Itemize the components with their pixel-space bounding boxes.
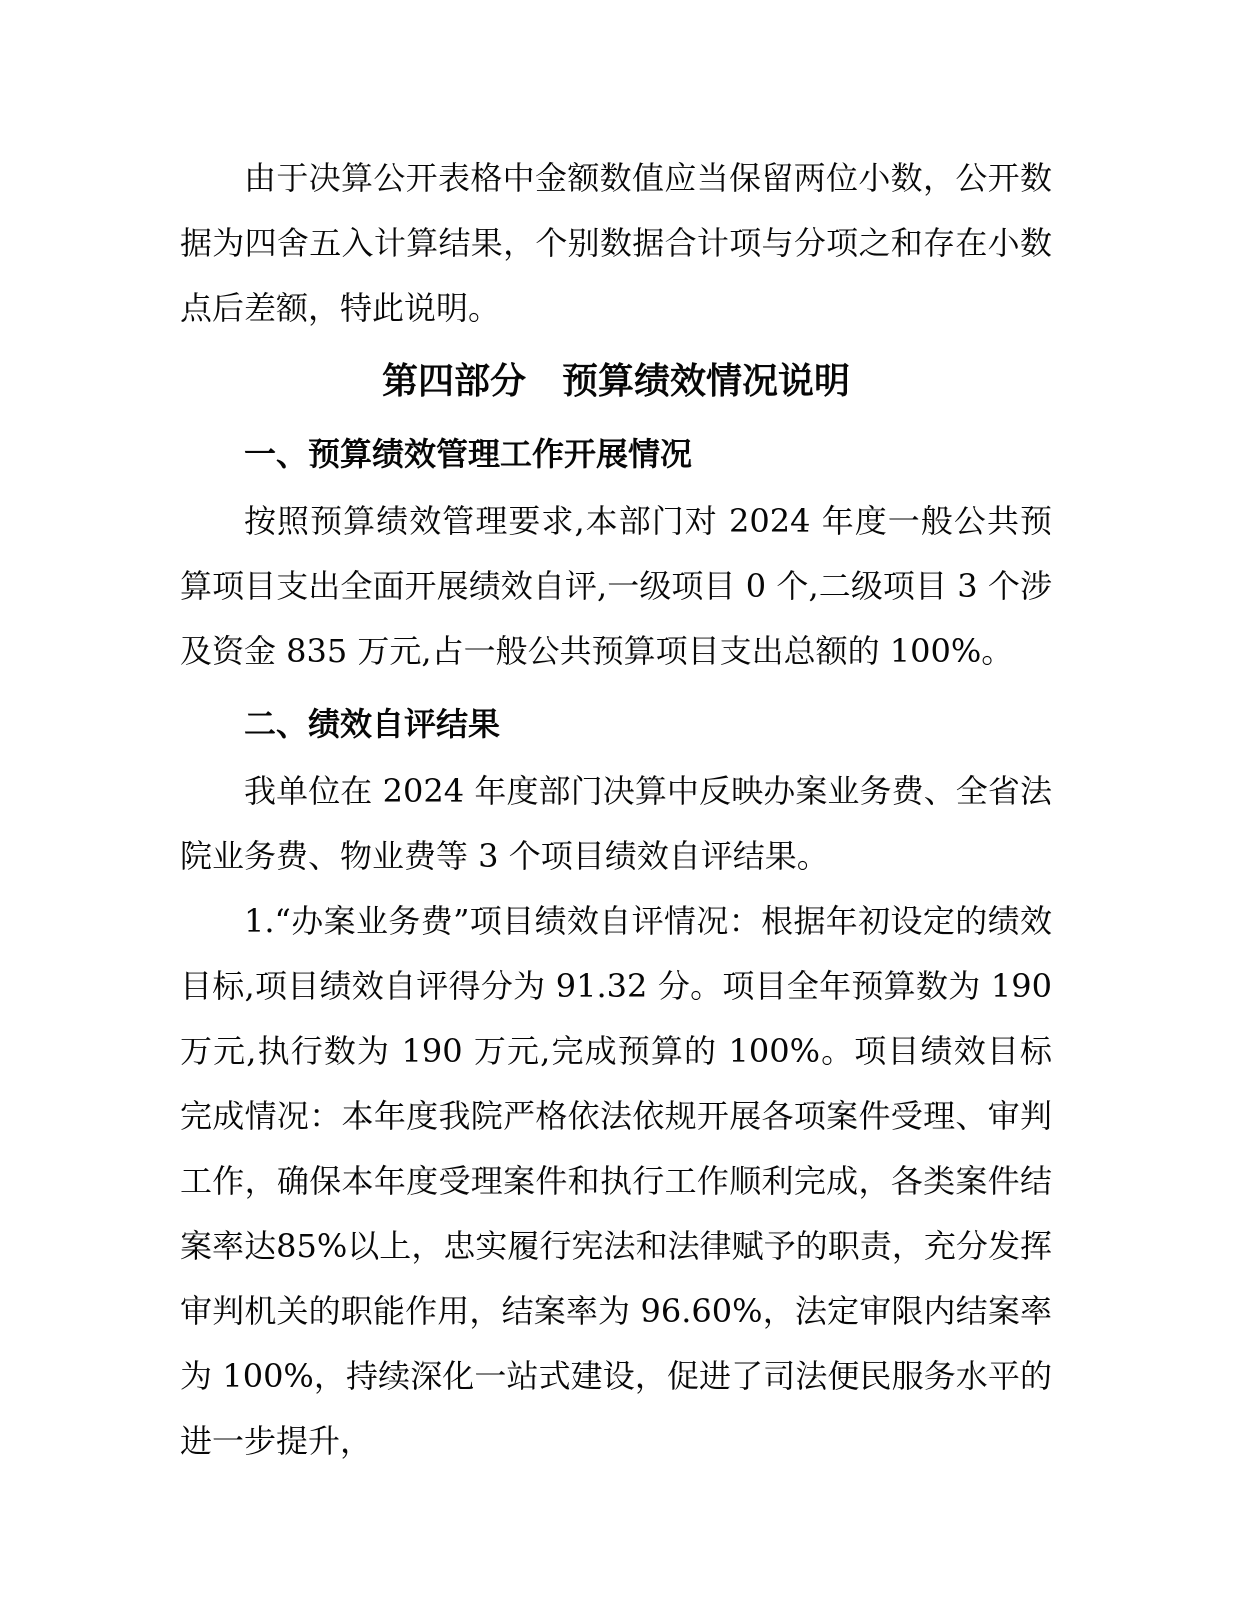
section1-paragraph: 按照预算绩效管理要求,本部门对 2024 年度一般公共预算项目支出全面开展绩效自评,一级项目 0 个,二级项目 3 个涉及资金 835 万元,占一般公共预算项目支出总额的 100%。 <box>180 502 1052 670</box>
section2-paragraph-1: 我单位在 2024 年度部门决算中反映办案业务费、全省法院业务费、物业费等 3 个项目绩效自评结果。 <box>180 772 1052 875</box>
part-title: 第四部分 预算绩效情况说明 <box>381 360 850 402</box>
section2-paragraph-2: 1.“办案业务费”项目绩效自评情况：根据年初设定的绩效目标,项目绩效自评得分为 91.32 分。项目全年预算数为 190 万元,执行数为 190 万元,完成预算的 100%。项目绩效目标完成情况：本年度我院严格依法依规开展各项案件受理、审判工作，确保本年度受理案件和执行工作顺利完成，各类案件结案率达85%以上，忠实履行宪法和法律赋予的职责，充分发挥审判机关的职能作用，结案率为 96.60%，法定审限内结案率为 100%，持续深化一站式建设，促进了司法便民服务水平的进一步提升， <box>180 902 1052 1460</box>
rounding-note-paragraph: 由于决算公开表格中金额数值应当保留两位小数，公开数据为四舍五入计算结果，个别数据合计项与分项之和存在小数点后差额，特此说明。 <box>180 159 1052 327</box>
section1-heading: 一、预算绩效管理工作开展情况 <box>244 435 693 473</box>
section2-heading: 二、绩效自评结果 <box>244 705 501 743</box>
